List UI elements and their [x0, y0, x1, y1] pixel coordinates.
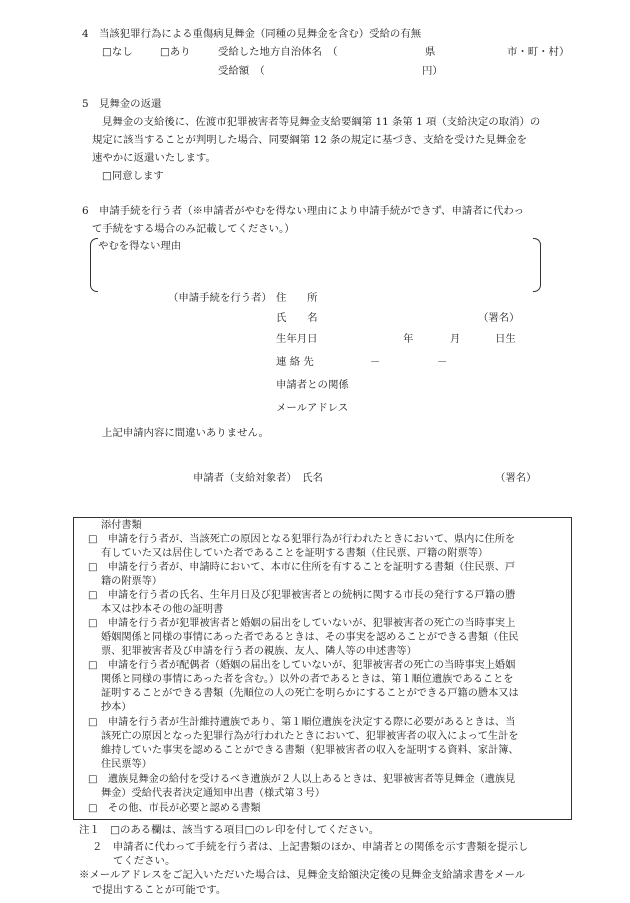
section5-heading: 5 見舞金の返還 [82, 98, 162, 110]
local-gov-label: 受給した地方自治体名 （ [218, 46, 338, 58]
checkbox-yes[interactable]: □あり [160, 46, 191, 58]
attachments-title: 添付書類 [101, 520, 142, 531]
attachment-item-line: □ 遺族見舞金の給付を受けるべき遺族が２人以上あるときは、犯罪被害者等見舞金（遺族見 [88, 774, 516, 785]
attachment-item-line: □ 申請を行う者が、申請時において、本市に住所を有することを証明する書類（住民票、戸 [88, 562, 516, 573]
section6-heading: 6 申請手続を行う者（※申請者がやむを得ない理由により申請手続ができず、申請者に代わっ [82, 205, 525, 217]
attachment-item-line: 抄本） [101, 702, 132, 713]
month-label: 月 [450, 333, 461, 345]
reason-bracket-left [90, 238, 98, 292]
attachment-item-line: 住民票等） [101, 759, 152, 770]
note-line: 注１ □のある欄は、該当する項目□のレ印を付してください。 [79, 824, 380, 836]
section5-text: 見舞金の支給後に、佐渡市犯罪被害者等見舞金支給要綱第 11 条第 1 項（支給決定の取消）の [102, 116, 541, 128]
note-line: で提出することが可能です。 [92, 884, 227, 896]
note-line: ２ 申請者に代わって手続を行う者は、上記書類のほか、申請者との関係を示す書類を提示し [92, 841, 529, 853]
proxy-label: （申請手続を行う者） [168, 292, 272, 304]
attachment-item-line: 有していた又は居住していた者であることを証明する書類（住民票、戸籍の附票等） [101, 548, 489, 559]
municipality-label: 市・町・村） [507, 46, 570, 58]
note-line: てください。 [113, 855, 176, 867]
prefecture-label: 県 [425, 46, 436, 58]
amount-label: 受給額 （ [218, 65, 265, 77]
attachment-item-line: 関係と同様の事情にあった者を含む。）以外の者であるときは、第１順位遺族であることを [101, 674, 514, 685]
contact-dash: － [437, 356, 448, 368]
note-line: ※メールアドレスをご記入いただいた場合は、見舞金支給額決定後の見舞金支給請求書をメール [79, 869, 526, 881]
section4-heading: 4 当該犯罪行為による重傷病見舞金（同種の見舞金を含む）受給の有無 [82, 28, 422, 40]
attachment-item-line: □ 申請を行う者の氏名、生年月日及び犯罪被害者との続柄に関する市長の発行する戸籍の謄 [88, 590, 516, 601]
proxy-name-label: 氏 名 [276, 312, 318, 324]
attachment-item-line: 籍の附票等） [101, 576, 163, 587]
proxy-contact-label: 連 絡 先 [276, 356, 314, 368]
attachment-item-line: 維持していた事実を認めることができる書類（犯罪被害者の収入を証明する資料、家計簿、 [101, 745, 519, 756]
attachment-item-line: □ 申請を行う者が生計維持遺族であり、第１順位遺族を決定する際に必要があるときは、当 [88, 717, 516, 728]
proxy-email-label: メールアドレス [276, 402, 349, 414]
proxy-relation-label: 申請者との関係 [276, 379, 349, 391]
attachment-item-line: □ 申請を行う者が配偶者（婚姻の届出をしていないが、犯罪被害者の死亡の当時事実上婚姻 [88, 660, 516, 671]
yen-label: 円） [422, 65, 443, 77]
proxy-seal-label: （署名） [478, 312, 520, 324]
applicant-name-label: 申請者（支給対象者） 氏名 [193, 472, 323, 484]
applicant-seal-label: （署名） [495, 472, 537, 484]
attachment-item-line: □ 申請を行う者が、当該死亡の原因となる犯罪行為が行われたときにおいて、県内に住所を [88, 534, 516, 545]
proxy-address-label: 住 所 [276, 292, 318, 304]
attachment-item-line: □ その他、市長が必要と認める書類 [88, 803, 261, 814]
contact-dash: － [370, 356, 381, 368]
day-label: 日生 [495, 333, 516, 345]
section6-heading-cont: て手続をする場合のみ記載してください。） [92, 223, 295, 235]
reason-label: やむを得ない理由 [98, 240, 182, 252]
confirmation-text: 上記申請内容に間違いありません。 [102, 427, 269, 439]
attachment-item-line: 票、犯罪被害者及び申請を行う者の親族、友人、隣人等の申述書等） [101, 646, 417, 657]
section5-text: 規定に該当することが判明した場合、同要綱第 12 条の規定に基づき、支給を受けた見舞金を [92, 134, 528, 146]
attachment-item-line: 舞金）受給代表者決定通知申出書（様式第３号） [101, 788, 326, 799]
checkbox-none[interactable]: □なし [102, 46, 133, 58]
consent-checkbox[interactable]: □同意します [102, 170, 164, 182]
attachment-item-line: 該死亡の原因となった犯罪行為が行われたときにおいて、犯罪被害者の収入によって生計を [101, 731, 519, 742]
attachment-item-line: 本又は抄本その他の証明書 [101, 604, 224, 615]
attachment-item-line: 婚姻関係と同様の事情にあった者であるときは、その事実を認めることができる書類（住民 [101, 632, 519, 643]
reason-bracket-right [533, 238, 541, 292]
year-label: 年 [403, 333, 414, 345]
attachment-item-line: □ 申請を行う者が犯罪被害者と婚姻の届出をしていないが、犯罪被害者の死亡の当時事実上 [88, 618, 516, 629]
attachment-item-line: 証明することができる書類（先順位の人の死亡を明らかにすることができる戸籍の謄本又は [101, 688, 519, 699]
proxy-dob-label: 生年月日 [276, 333, 318, 345]
section5-text: 速やかに返還いたします。 [92, 152, 216, 164]
